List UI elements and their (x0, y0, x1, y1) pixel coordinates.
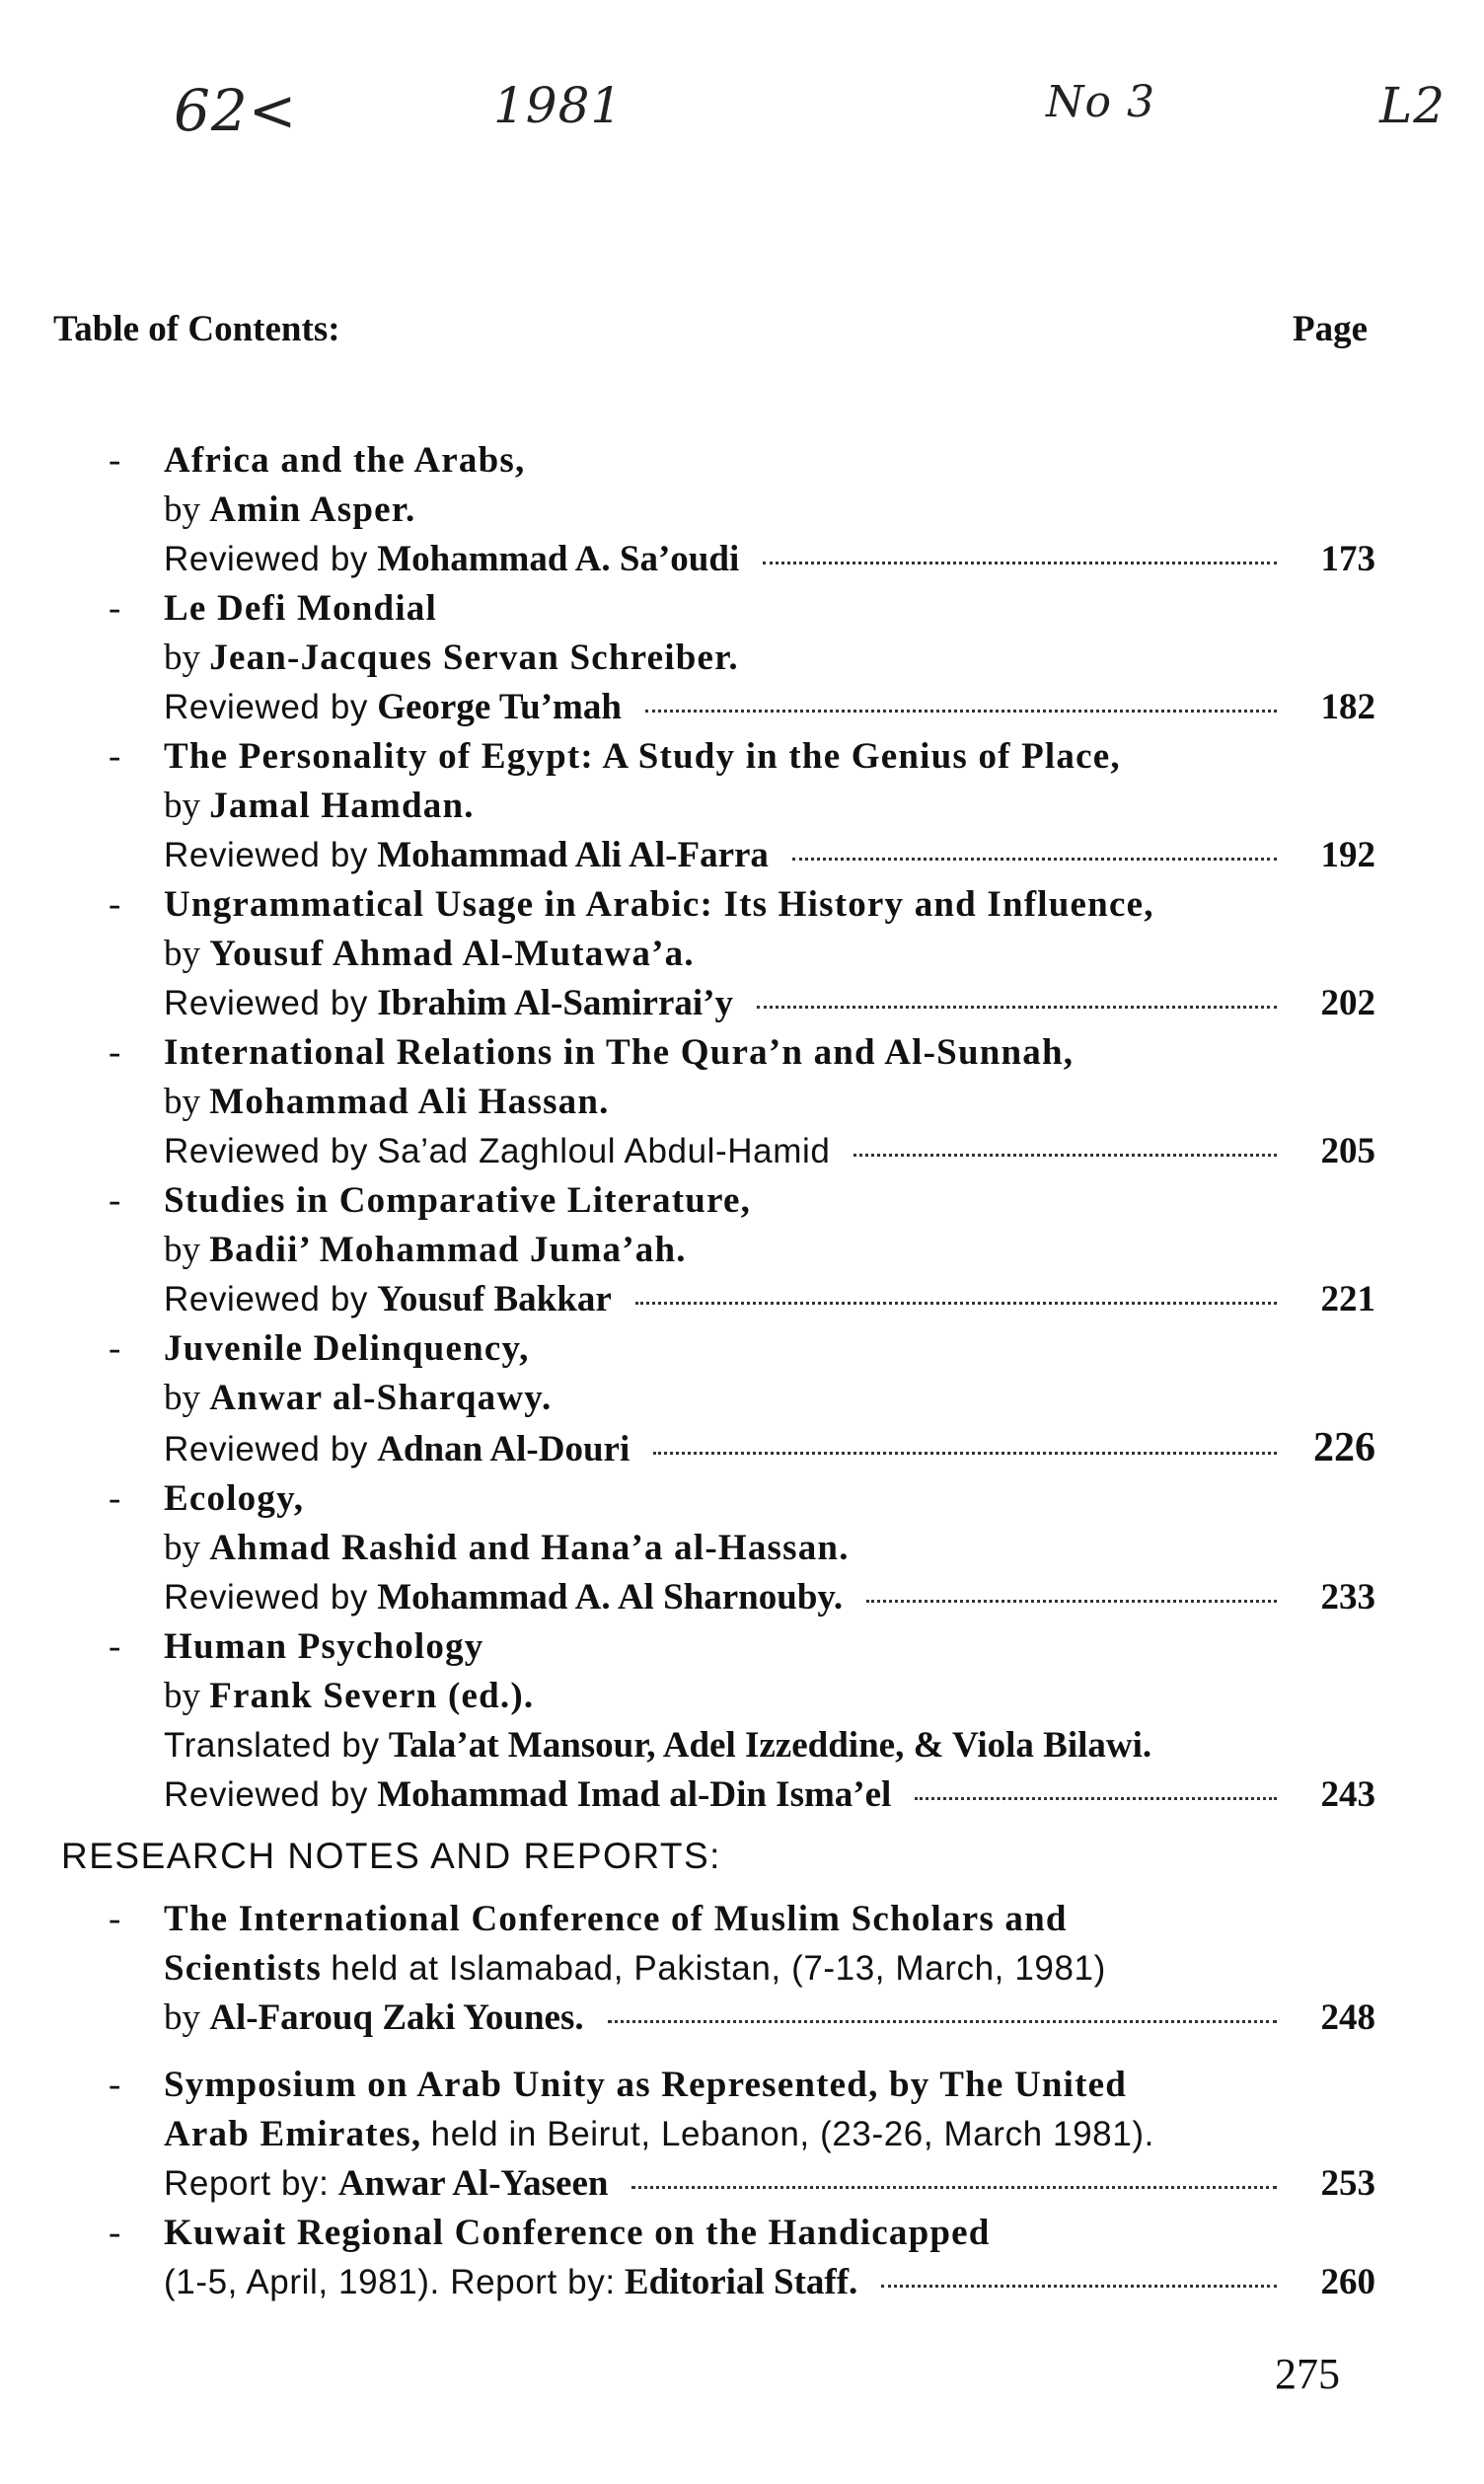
review-prefix: Reviewed by (164, 1280, 368, 1318)
entry-reviewer: Ibrahim Al-Samirrai’y (377, 983, 733, 1023)
entry-title-cont: Scientists (164, 1948, 322, 1989)
author-prefix: by (164, 638, 200, 678)
bullet-dash: - (109, 1626, 121, 1667)
toc-header (53, 308, 1368, 350)
toc-entry (53, 2061, 1375, 2209)
dot-leader (763, 562, 1277, 565)
entry-title-cont: Arab Emirates, (164, 2114, 422, 2154)
entry-title: Studies in Comparative Literature, (164, 1180, 752, 1221)
entry-title: Kuwait Regional Conference on the Handicapped (164, 2213, 991, 2253)
entry-author: Editorial Staff. (624, 2262, 858, 2302)
dot-leader (915, 1797, 1277, 1800)
dot-leader (792, 858, 1277, 861)
toc-title: Table of Contents: (53, 309, 340, 349)
entry-author: Anwar al-Sharqawy. (209, 1378, 553, 1418)
entry-author: Al-Farouq Zaki Younes. (209, 1997, 584, 2038)
entry-title: Africa and the Arabs, (164, 440, 526, 481)
author-prefix: by (164, 1676, 200, 1716)
entry-reviewer: Mohammad Ali Al-Farra (377, 835, 769, 875)
handwritten-issue: No 3 (1046, 77, 1155, 127)
bullet-dash: - (109, 1032, 121, 1073)
author-prefix: by (164, 489, 200, 530)
entry-details: (1-5, April, 1981). Report by: (164, 2263, 616, 2301)
handwritten-code: L2 (1379, 77, 1447, 134)
entry-title: Le Defi Mondial (164, 588, 437, 629)
review-prefix: Reviewed by (164, 1430, 368, 1468)
toc-entry (53, 1622, 1375, 1820)
bullet-dash: - (109, 440, 121, 481)
entry-author: Badii’ Mohammad Juma’ah. (209, 1230, 687, 1270)
bullet-dash: - (109, 736, 121, 777)
entry-page: 202 (1320, 983, 1375, 1023)
entry-author: Jean-Jacques Servan Schreiber. (209, 638, 739, 678)
bullet-dash: - (109, 1899, 121, 1939)
dot-leader (645, 710, 1277, 713)
bullet-dash: - (109, 588, 121, 629)
entry-page: 248 (1320, 1997, 1375, 2038)
author-prefix: by (164, 1082, 200, 1122)
entry-title: The Personality of Egypt: A Study in the Genius of Place, (164, 736, 1121, 777)
toc-entry (53, 880, 1375, 1028)
review-prefix: Reviewed by (164, 688, 368, 726)
entry-details: held in Beirut, Lebanon, (23-26, March 1981). (430, 2115, 1154, 2153)
toc-entry (53, 584, 1375, 732)
entry-page: 233 (1320, 1577, 1375, 1618)
bullet-dash: - (109, 1478, 121, 1519)
author-prefix: Report by: (164, 2164, 330, 2203)
translated-prefix: Translated by (164, 1726, 380, 1765)
toc-entry (53, 436, 1375, 584)
entry-reviewer: Mohammad Imad al-Din Isma’el (377, 1774, 892, 1815)
review-prefix: Reviewed by (164, 984, 368, 1022)
page-column-label: Page (1292, 309, 1368, 349)
entry-title: Symposium on Arab Unity as Represented, by The United (164, 2065, 1128, 2105)
entry-reviewer: Mohammad A. Al Sharnouby. (377, 1577, 844, 1618)
entry-author: Jamal Hamdan. (209, 786, 475, 826)
entry-author: Ahmad Rashid and Hana’a al-Hassan. (209, 1528, 850, 1568)
entry-title: Human Psychology (164, 1626, 484, 1667)
entry-reviewer: George Tu’mah (377, 687, 622, 727)
bullet-dash: - (109, 884, 121, 925)
author-prefix: by (164, 1997, 200, 2038)
section-heading: RESEARCH NOTES AND REPORTS: (61, 1836, 721, 1876)
entry-page: 205 (1320, 1131, 1375, 1171)
author-prefix: by (164, 1378, 200, 1418)
entry-title: Ungrammatical Usage in Arabic: Its History and Influence, (164, 884, 1154, 925)
entry-page: 173 (1320, 539, 1375, 579)
toc-entry (53, 2209, 1375, 2307)
toc-entry (53, 1028, 1375, 1176)
entry-reviewer: Yousuf Bakkar (377, 1279, 612, 1319)
entry-reviewer: Sa’ad Zaghloul Abdul-Hamid (377, 1132, 831, 1170)
bullet-dash: - (109, 1328, 121, 1369)
entry-author: Frank Severn (ed.). (209, 1676, 535, 1716)
handwritten-mark: 62< (174, 77, 298, 144)
dot-leader (635, 1302, 1277, 1305)
entry-author: Anwar Al-Yaseen (337, 2163, 609, 2204)
dot-leader (881, 2285, 1277, 2288)
dot-leader (757, 1006, 1277, 1009)
entry-page: 226 (1313, 1425, 1375, 1470)
toc-entry (53, 732, 1375, 880)
entry-reviewer: Adnan Al-Douri (377, 1429, 631, 1469)
bullet-dash: - (109, 2213, 121, 2253)
entry-title: Ecology, (164, 1478, 305, 1519)
author-prefix: by (164, 934, 200, 974)
entry-title: International Relations in The Qura’n and Al-Sunnah, (164, 1032, 1075, 1073)
dot-leader (631, 2186, 1277, 2189)
author-prefix: by (164, 786, 200, 826)
author-prefix: by (164, 1528, 200, 1568)
review-prefix: Reviewed by (164, 1578, 368, 1617)
entry-reviewer: Mohammad A. Sa’oudi (377, 539, 740, 579)
dot-leader (866, 1600, 1277, 1603)
entry-title: Juvenile Delinquency, (164, 1328, 530, 1369)
entry-translators: Tala’at Mansour, Adel Izzeddine, & Viola Bilawi. (388, 1725, 1152, 1766)
dot-leader (853, 1154, 1277, 1157)
page-number: 275 (1275, 2350, 1340, 2398)
bullet-dash: - (109, 1180, 121, 1221)
entry-page: 221 (1320, 1279, 1375, 1319)
entry-title: The International Conference of Muslim Scholars and (164, 1899, 1068, 1939)
bullet-dash: - (109, 2065, 121, 2105)
dot-leader (608, 2020, 1277, 2023)
review-prefix: Reviewed by (164, 540, 368, 578)
review-prefix: Reviewed by (164, 1775, 368, 1814)
toc-entry (53, 1176, 1375, 1324)
entry-page: 192 (1320, 835, 1375, 875)
toc-entry (53, 1474, 1375, 1622)
review-prefix: Reviewed by (164, 836, 368, 874)
entry-details: held at Islamabad, Pakistan, (7-13, March, 1981) (331, 1949, 1106, 1988)
entry-page: 253 (1320, 2163, 1375, 2204)
author-prefix: by (164, 1230, 200, 1270)
entry-page: 182 (1320, 687, 1375, 727)
entry-author: Mohammad Ali Hassan. (209, 1082, 610, 1122)
entry-page: 243 (1320, 1774, 1375, 1815)
entry-author: Yousuf Ahmad Al-Mutawa’a. (209, 934, 695, 974)
handwritten-year: 1981 (493, 77, 624, 134)
dot-leader (653, 1452, 1277, 1455)
toc-list (53, 436, 1375, 2307)
entry-author: Amin Asper. (209, 489, 416, 530)
toc-entry (53, 1895, 1375, 2043)
entry-page: 260 (1320, 2262, 1375, 2302)
toc-entry (53, 1324, 1375, 1474)
review-prefix: Reviewed by (164, 1132, 368, 1170)
